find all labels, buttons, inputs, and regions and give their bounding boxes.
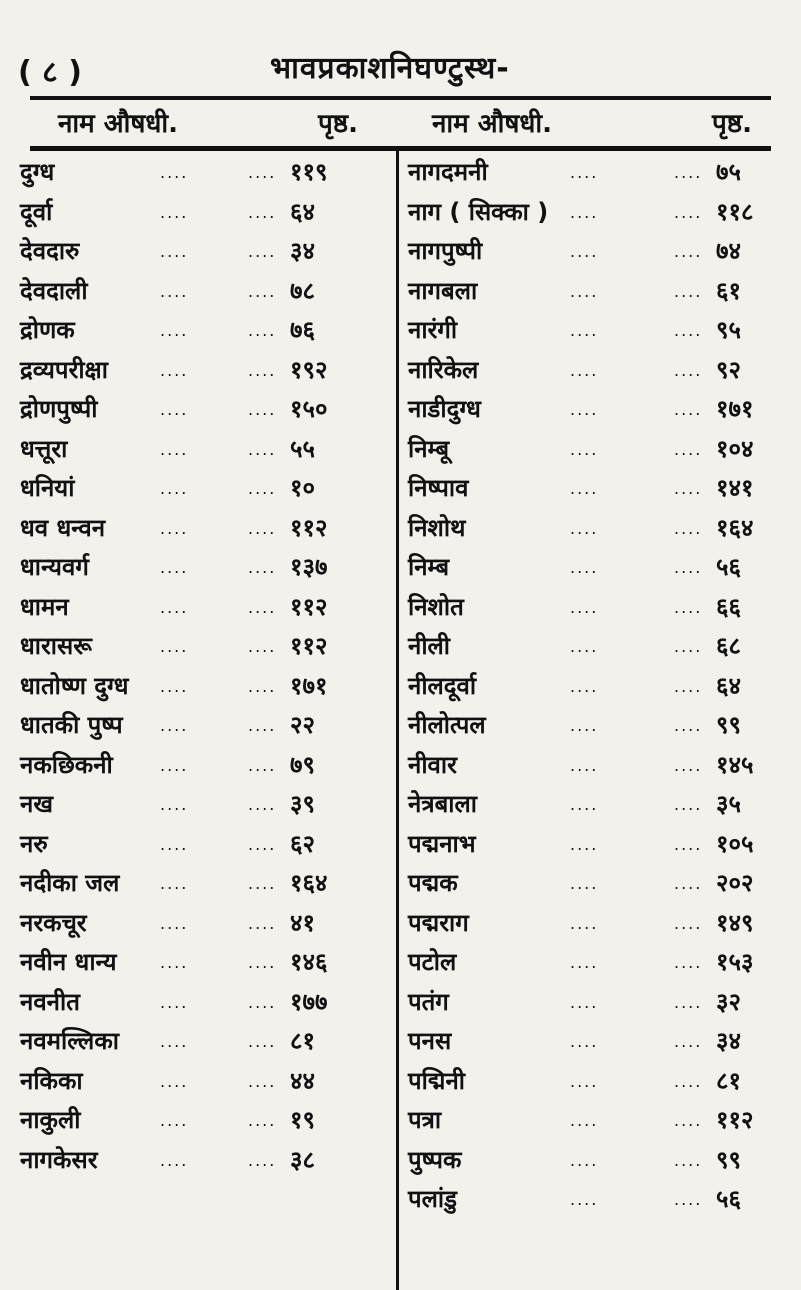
leader-dots: .... <box>674 597 703 617</box>
index-entry <box>20 785 390 825</box>
index-entry <box>408 390 791 430</box>
entry-name: धामन <box>20 592 69 621</box>
leader-dots: .... <box>160 321 189 340</box>
index-entry <box>20 1022 390 1062</box>
leader-dots: .... <box>570 597 599 617</box>
leader-dots: .... <box>160 281 189 301</box>
leader-dots: .... <box>570 953 599 972</box>
column-divider <box>396 151 399 1290</box>
entry-name: पत्रा <box>408 1106 442 1134</box>
column-header-row <box>0 104 801 144</box>
index-entry <box>20 153 390 193</box>
entry-page: १०५ <box>716 829 754 858</box>
entry-page: १३७ <box>290 553 328 581</box>
index-entry <box>20 548 390 588</box>
index-column-right <box>408 153 791 1220</box>
index-entry <box>20 904 390 944</box>
leader-dots: .... <box>674 1150 703 1170</box>
leader-dots: .... <box>248 676 277 696</box>
index-entry <box>408 193 791 233</box>
leader-dots: .... <box>248 281 277 301</box>
index-entry <box>408 1141 791 1181</box>
entry-page: ११२ <box>290 632 328 660</box>
leader-dots: .... <box>248 953 277 972</box>
leader-dots: .... <box>674 834 703 854</box>
index-entry <box>408 904 791 944</box>
entry-page: ३९ <box>290 790 315 818</box>
index-entry <box>20 509 390 549</box>
index-entry <box>408 548 791 588</box>
entry-page: ११२ <box>716 1106 754 1134</box>
leader-dots: .... <box>248 874 277 893</box>
entry-page: १७७ <box>290 987 328 1016</box>
leader-dots: .... <box>160 558 189 577</box>
entry-name: पतंग <box>408 987 449 1016</box>
header-page-left: पृष्ठ. <box>318 109 358 139</box>
entry-page: १४९ <box>716 908 754 937</box>
leader-dots: .... <box>248 834 277 854</box>
index-entry <box>408 627 791 667</box>
index-entry <box>408 1062 791 1102</box>
leader-dots: .... <box>248 439 277 459</box>
entry-name: नीली <box>408 632 451 660</box>
entry-name: नवमल्लिका <box>20 1027 119 1055</box>
leader-dots: .... <box>674 874 703 893</box>
index-entry <box>20 272 390 312</box>
index-entry <box>408 825 791 865</box>
leader-dots: .... <box>248 597 277 617</box>
entry-name: पद्मक <box>408 869 458 897</box>
index-entry <box>20 430 390 470</box>
entry-name: पद्मराग <box>408 908 469 937</box>
entry-page: १० <box>290 474 315 502</box>
entry-name: धत्तूरा <box>20 434 68 463</box>
leader-dots: .... <box>248 321 277 340</box>
entry-page: ३४ <box>290 237 315 265</box>
entry-name: निम्बू <box>408 434 450 463</box>
entry-name: द्रोणपुष्पी <box>20 395 98 423</box>
index-entry <box>408 509 791 549</box>
leader-dots: .... <box>160 479 189 498</box>
index-entry <box>408 1022 791 1062</box>
index-entry <box>20 232 390 272</box>
leader-dots: .... <box>248 1071 277 1091</box>
entry-name: धव धन्वन <box>20 513 106 542</box>
leader-dots: .... <box>674 755 703 775</box>
index-entry <box>20 311 390 351</box>
entry-name: नरु <box>20 829 48 858</box>
leader-dots: .... <box>570 558 599 577</box>
entry-page: ६४ <box>716 671 741 700</box>
entry-page: २२ <box>290 711 315 739</box>
entry-page: ७८ <box>290 276 315 305</box>
leader-dots: .... <box>674 1111 703 1130</box>
leader-dots: .... <box>160 1150 189 1170</box>
index-entry <box>20 1101 390 1141</box>
index-entry <box>408 232 791 272</box>
leader-dots: .... <box>570 439 599 459</box>
leader-dots: .... <box>674 202 703 222</box>
entry-page: १५० <box>290 395 328 423</box>
leader-dots: .... <box>248 202 277 222</box>
entry-page: १४१ <box>716 474 754 502</box>
entry-name: नागदमनी <box>408 158 488 186</box>
index-entry <box>20 351 390 391</box>
index-entry <box>20 943 390 983</box>
leader-dots: .... <box>160 202 189 222</box>
entry-page: ८१ <box>716 1066 741 1095</box>
entry-name: धान्यवर्ग <box>20 553 89 581</box>
header-page-right: पृष्ठ. <box>712 109 752 139</box>
leader-dots: .... <box>674 716 703 735</box>
entry-name: नागपुष्पी <box>408 237 483 265</box>
entry-page: ३४ <box>716 1027 741 1055</box>
entry-page: ९५ <box>716 316 741 344</box>
leader-dots: .... <box>570 400 599 419</box>
index-entry <box>408 746 791 786</box>
entry-page: ६१ <box>716 276 741 305</box>
index-entry <box>20 864 390 904</box>
leader-dots: .... <box>160 1111 189 1130</box>
leader-dots: .... <box>674 242 703 261</box>
leader-dots: .... <box>674 439 703 459</box>
entry-page: ९९ <box>716 1145 741 1174</box>
entry-name: नकछिकनी <box>20 750 113 779</box>
leader-dots: .... <box>160 1032 189 1051</box>
index-column-left <box>20 153 390 1180</box>
entry-page: ६२ <box>290 829 315 858</box>
entry-name: द्रव्यपरीक्षा <box>20 355 108 384</box>
leader-dots: .... <box>674 637 703 656</box>
entry-name: पटोल <box>408 948 457 976</box>
entry-name: नागबला <box>408 276 478 305</box>
entry-name: पद्मिनी <box>408 1066 465 1095</box>
leader-dots: .... <box>160 439 189 459</box>
entry-page: १६४ <box>290 869 328 897</box>
entry-page: ५५ <box>290 434 315 463</box>
header-name-right: नाम औषधी. <box>432 109 552 139</box>
leader-dots: .... <box>570 1071 599 1091</box>
entry-name: निम्ब <box>408 553 450 581</box>
leader-dots: .... <box>570 834 599 854</box>
leader-dots: .... <box>570 1150 599 1170</box>
leader-dots: .... <box>160 874 189 893</box>
leader-dots: .... <box>160 834 189 854</box>
leader-dots: .... <box>248 518 277 538</box>
entry-page: १९ <box>290 1106 315 1134</box>
entry-name: नीलदूर्वा <box>408 671 477 700</box>
entry-page: १७१ <box>716 395 754 423</box>
entry-page: ११८ <box>716 197 754 226</box>
leader-dots: .... <box>674 1190 703 1209</box>
leader-dots: .... <box>570 676 599 696</box>
entry-name: नेत्रबाला <box>408 790 477 818</box>
entry-name: पलांडु <box>408 1185 457 1213</box>
entry-name: नीलोत्पल <box>408 711 486 739</box>
entry-name: नागकेसर <box>20 1145 98 1174</box>
index-entry <box>408 1101 791 1141</box>
leader-dots: .... <box>248 558 277 577</box>
leader-dots: .... <box>160 755 189 775</box>
leader-dots: .... <box>674 281 703 301</box>
entry-name: निशोत <box>408 592 464 621</box>
leader-dots: .... <box>570 163 599 182</box>
index-entry <box>20 390 390 430</box>
leader-dots: .... <box>570 281 599 301</box>
index-entry <box>408 667 791 707</box>
entry-name: नवनीत <box>20 987 80 1016</box>
leader-dots: .... <box>248 360 277 380</box>
entry-page: ११२ <box>290 513 328 542</box>
index-entry <box>408 785 791 825</box>
leader-dots: .... <box>570 716 599 735</box>
entry-page: ७४ <box>716 237 741 265</box>
leader-dots: .... <box>674 676 703 696</box>
entry-name: निशोथ <box>408 513 466 542</box>
leader-dots: .... <box>248 1032 277 1051</box>
leader-dots: .... <box>674 1071 703 1091</box>
entry-name: नदीका जल <box>20 869 120 897</box>
index-entry <box>408 153 791 193</box>
entry-name: नाग ( सिक्का ) <box>408 197 549 226</box>
entry-page: ७९ <box>290 750 315 779</box>
entry-page: ११९ <box>290 158 328 186</box>
leader-dots: .... <box>160 953 189 972</box>
index-entry <box>408 983 791 1023</box>
entry-page: ५६ <box>716 1185 741 1213</box>
leader-dots: .... <box>674 400 703 419</box>
entry-page: १४५ <box>716 750 754 779</box>
entry-name: दुग्ध <box>20 158 55 186</box>
entry-page: १७१ <box>290 671 328 700</box>
entry-page: ३२ <box>716 987 741 1016</box>
index-entry <box>20 706 390 746</box>
leader-dots: .... <box>570 202 599 222</box>
leader-dots: .... <box>248 992 277 1012</box>
leader-dots: .... <box>570 360 599 380</box>
index-entry <box>408 430 791 470</box>
page-title: भावप्रकाशनिघण्टुस्थ- <box>270 51 510 86</box>
leader-dots: .... <box>160 400 189 419</box>
leader-dots: .... <box>570 479 599 498</box>
leader-dots: .... <box>674 913 703 933</box>
index-entry <box>20 746 390 786</box>
leader-dots: .... <box>674 795 703 814</box>
leader-dots: .... <box>160 795 189 814</box>
leader-dots: .... <box>570 874 599 893</box>
leader-dots: .... <box>674 321 703 340</box>
index-entry <box>20 667 390 707</box>
entry-page: ७५ <box>716 158 741 186</box>
index-entry <box>20 588 390 628</box>
entry-page: ३८ <box>290 1145 315 1174</box>
index-entry <box>408 351 791 391</box>
leader-dots: .... <box>674 992 703 1012</box>
entry-name: नारिकेल <box>408 355 479 384</box>
leader-dots: .... <box>248 1150 277 1170</box>
index-entry <box>20 825 390 865</box>
leader-dots: .... <box>160 360 189 380</box>
leader-dots: .... <box>570 913 599 933</box>
index-entry <box>20 469 390 509</box>
entry-page: ६८ <box>716 632 741 660</box>
leader-dots: .... <box>248 1111 277 1130</box>
entry-page: १०४ <box>716 434 754 463</box>
leader-dots: .... <box>248 795 277 814</box>
leader-dots: .... <box>570 637 599 656</box>
leader-dots: .... <box>570 1032 599 1051</box>
entry-page: ११२ <box>290 592 328 621</box>
leader-dots: .... <box>160 1071 189 1091</box>
entry-name: देवदारु <box>20 237 80 265</box>
entry-page: १९२ <box>290 355 328 384</box>
leader-dots: .... <box>674 518 703 538</box>
index-entry <box>408 1180 791 1220</box>
leader-dots: .... <box>570 518 599 538</box>
entry-page: ४४ <box>290 1066 315 1095</box>
index-entry <box>20 627 390 667</box>
index-entry <box>408 588 791 628</box>
entry-name: धनियां <box>20 474 75 502</box>
entry-name: देवदाली <box>20 276 88 305</box>
entry-page: १४६ <box>290 948 328 976</box>
header-rule <box>30 146 771 151</box>
leader-dots: .... <box>160 637 189 656</box>
leader-dots: .... <box>248 716 277 735</box>
index-entry <box>408 469 791 509</box>
index-entry <box>408 706 791 746</box>
leader-dots: .... <box>160 163 189 182</box>
entry-name: नारंगी <box>408 316 458 344</box>
leader-dots: .... <box>248 163 277 182</box>
leader-dots: .... <box>674 479 703 498</box>
leader-dots: .... <box>248 755 277 775</box>
index-entry <box>20 1062 390 1102</box>
leader-dots: .... <box>160 992 189 1012</box>
entry-page: २०२ <box>716 869 754 897</box>
entry-name: दूर्वा <box>20 197 53 226</box>
index-entry <box>408 272 791 312</box>
entry-name: पुष्पक <box>408 1145 462 1174</box>
leader-dots: .... <box>160 676 189 696</box>
entry-name: नरकचूर <box>20 908 87 937</box>
entry-page: १५३ <box>716 948 754 976</box>
entry-page: ४१ <box>290 908 315 937</box>
leader-dots: .... <box>674 1032 703 1051</box>
leader-dots: .... <box>570 1190 599 1209</box>
leader-dots: .... <box>570 321 599 340</box>
entry-page: १६४ <box>716 513 754 542</box>
leader-dots: .... <box>248 479 277 498</box>
entry-name: नाडीदुग्ध <box>408 395 481 423</box>
entry-name: धारासरू <box>20 632 92 660</box>
entry-name: नख <box>20 790 53 818</box>
index-entry <box>408 864 791 904</box>
entry-name: नवीन धान्य <box>20 948 117 976</box>
leader-dots: .... <box>160 597 189 617</box>
entry-name: पनस <box>408 1027 452 1055</box>
entry-page: ३५ <box>716 790 741 818</box>
entry-page: ९९ <box>716 711 741 739</box>
leader-dots: .... <box>570 795 599 814</box>
leader-dots: .... <box>160 913 189 933</box>
header-name-left: नाम औषधी. <box>58 109 178 139</box>
leader-dots: .... <box>674 558 703 577</box>
leader-dots: .... <box>674 360 703 380</box>
entry-page: ९२ <box>716 355 741 384</box>
entry-name: पद्मनाभ <box>408 829 476 858</box>
entry-name: द्रोणक <box>20 316 75 344</box>
index-entry <box>20 193 390 233</box>
leader-dots: .... <box>570 1111 599 1130</box>
entry-name: नाकुली <box>20 1106 81 1134</box>
index-entry <box>408 311 791 351</box>
entry-name: निष्पाव <box>408 474 469 502</box>
index-entry <box>408 943 791 983</box>
leader-dots: .... <box>248 913 277 933</box>
entry-name: धातोष्ण दुग्ध <box>20 671 129 700</box>
leader-dots: .... <box>570 755 599 775</box>
leader-dots: .... <box>674 953 703 972</box>
top-rule <box>30 96 771 100</box>
leader-dots: .... <box>570 992 599 1012</box>
index-entry <box>20 1141 390 1181</box>
index-entry <box>20 983 390 1023</box>
leader-dots: .... <box>570 242 599 261</box>
leader-dots: .... <box>160 518 189 538</box>
entry-name: नीवार <box>408 750 457 779</box>
entry-name: धातकी पुष्प <box>20 711 123 739</box>
leader-dots: .... <box>674 163 703 182</box>
leader-dots: .... <box>248 242 277 261</box>
leader-dots: .... <box>248 637 277 656</box>
leader-dots: .... <box>160 716 189 735</box>
entry-page: ६४ <box>290 197 315 226</box>
entry-page: ७६ <box>290 316 315 344</box>
leader-dots: .... <box>160 242 189 261</box>
entry-name: नकिका <box>20 1066 83 1095</box>
entry-page: ६६ <box>716 592 741 621</box>
entry-page: ५६ <box>716 553 741 581</box>
page-number: ( ८ ) <box>18 55 82 90</box>
leader-dots: .... <box>248 400 277 419</box>
entry-page: ८१ <box>290 1027 315 1055</box>
